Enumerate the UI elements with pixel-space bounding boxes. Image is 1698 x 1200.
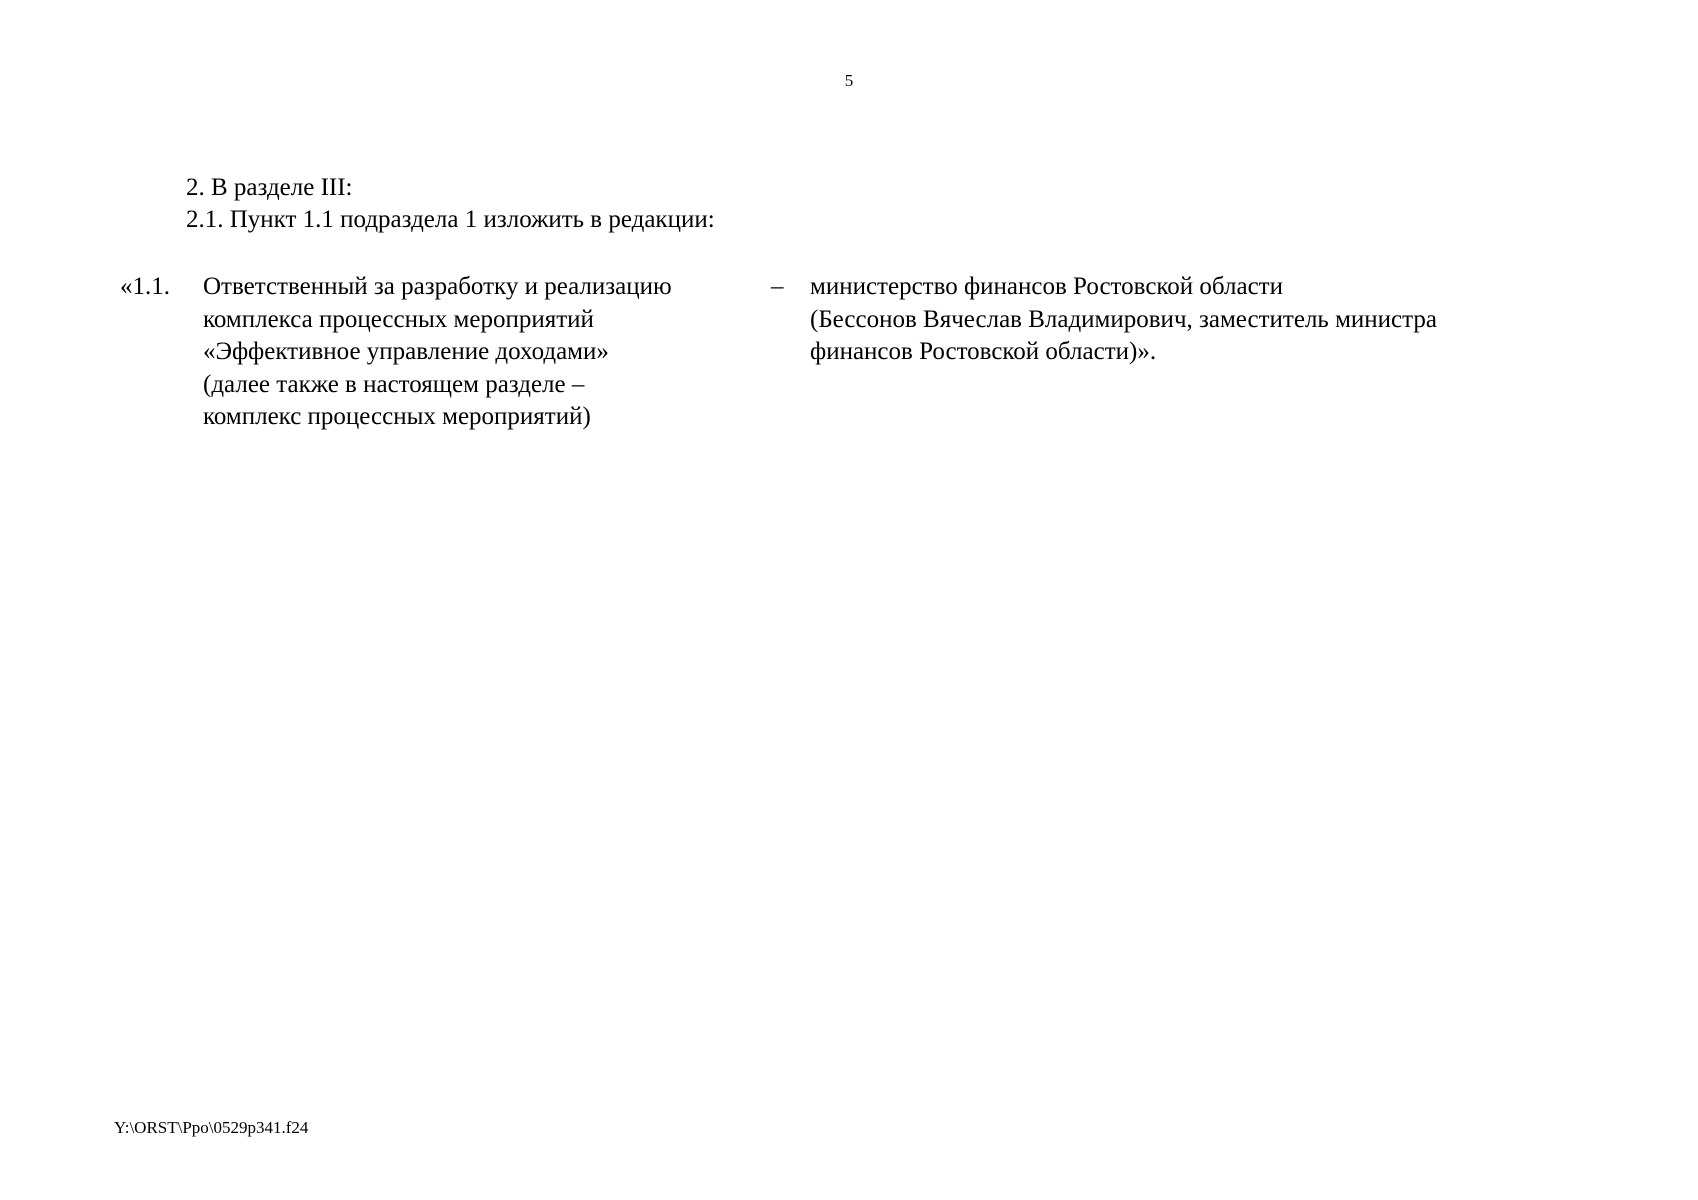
item-label-line: (далее также в настоящем разделе –	[203, 370, 585, 398]
item-value-line: (Бессонов Вячеслав Владимирович, заместитель министра	[810, 305, 1437, 333]
item-label-line: «Эффективное управление доходами»	[203, 338, 609, 365]
footer-file-path: Y:\ORST\Ppo\0529p341.f24	[114, 1118, 309, 1137]
item-value-line: министерство финансов Ростовской области	[810, 273, 1283, 300]
item-label-line: Ответственный за разработку и реализацию	[203, 273, 672, 300]
item-label-line: комплекса процессных мероприятий	[203, 305, 594, 333]
item-value-line: финансов Ростовской области)».	[810, 338, 1157, 365]
item-value	[810, 271, 1630, 369]
subsection-paragraph: 2.1. Пункт 1.1 подраздела 1 изложить в редакции:	[186, 206, 715, 233]
section-paragraph: 2. В разделе III:	[186, 174, 353, 201]
item-label	[203, 271, 753, 434]
item-dash: –	[771, 273, 784, 300]
item-label-line: комплекс процессных мероприятий)	[203, 403, 591, 430]
page-number: 5	[844, 71, 854, 90]
item-number: «1.1.	[120, 273, 170, 300]
